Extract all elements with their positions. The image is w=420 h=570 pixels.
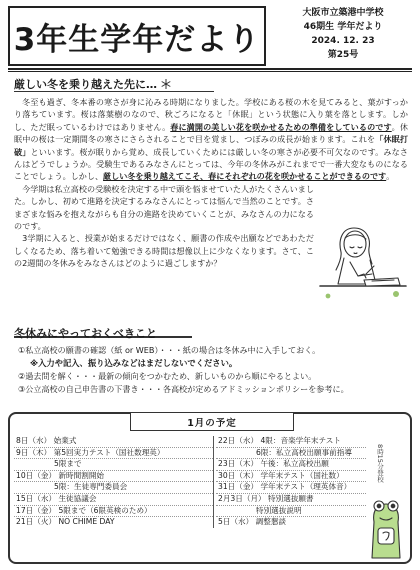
schedule-row [216, 494, 366, 506]
schedule-event: 第5回実力テスト（国社数理英） [51, 447, 165, 457]
schedule-event: 調整懇談 [253, 517, 287, 527]
body-text: 3学期に入ると、授業が始まるだけではなく、願書の作成や出願などであわただしくなるため、落ち着いて勉強できる時間は想像以上に少なくなります。さて、この2週間の冬休みをみなさんはどのように過ごしますか？ [14, 233, 314, 269]
cohort-label: 46期生 学年だより [303, 22, 383, 32]
section1-paragraph [14, 96, 408, 183]
section2-heading [14, 322, 192, 338]
header-rule-thin [8, 71, 412, 72]
body-text: といいます。桜が眠りから覚め、成長していくためには厳しい冬の寒さが必要不可欠なのです。みなさんはどうでしょうか。受験生であるみなさんにとっては、今年の冬休みがこれまでで一番大変なものになることでしょう。しかし、 [14, 146, 408, 182]
schedule-row [14, 506, 213, 518]
schedule-date: 2月3日（月） [218, 493, 266, 503]
schedule-date: 9日（木） [16, 447, 52, 457]
section1-paragraph [14, 232, 314, 269]
newsletter-header [8, 6, 412, 70]
studying-girl-icon [314, 214, 410, 310]
body-text: 。 [386, 171, 395, 182]
body-text: 今学期は私立高校の受験校を決定する中で頭を悩ませていた人がたくさんいました。しかし、初めて進路を決定するみなさんにとっては悩んで当然のことです。さまざまな悩みを抱えながらも自分の進路を決めていくことが、みなさんの力になるのです。 [14, 183, 314, 232]
list-item: ③公立高校の自己申告書の下書き・・・各高校が定めるアドミッションポリシーを参考に。 [18, 384, 349, 394]
schedule-row [216, 459, 366, 471]
list-item: ②過去問を解く・・・最新の傾向をつかむため、新しいものから順にやるとよい。 [18, 371, 317, 381]
schedule-date: 23日（木） [218, 459, 259, 469]
schedule-row [216, 482, 366, 494]
schedule-date: 31日（金） [218, 482, 259, 492]
schedule-date: 17日（金） [16, 505, 57, 515]
schedule-row [14, 517, 213, 528]
schedule-row [14, 448, 213, 460]
schedule-event: 特別選抜願書 [265, 493, 314, 503]
schedule-sub-event: 6限：私立高校出願事前指導 [216, 448, 366, 460]
list-item: ①私立高校の願書の確認（紙 or WEB）・・・紙の場合は冬休み中に入手しておく。 [18, 345, 321, 355]
frog-icon [366, 470, 406, 560]
schedule-column-left [14, 436, 214, 528]
todo-list [18, 344, 410, 396]
arrival-time-label: 8時15分登校 [376, 444, 384, 483]
title-box [8, 6, 266, 66]
schedule-event: 生徒協議会 [56, 493, 97, 503]
emphasis-text: 春に満開の美しい花を咲かせるための準備をしているのです [170, 121, 392, 132]
schedule-row [216, 471, 366, 483]
schedule-date: 21日（火） [16, 517, 57, 527]
schedule-column-right [216, 436, 366, 528]
schedule-row [216, 517, 366, 528]
schedule-event: 学年末テスト（国社数） [258, 470, 344, 480]
section2-title: 冬休みにやっておくべきこと [14, 327, 157, 340]
section1-paragraph [14, 183, 314, 233]
list-item-note: ※入力や記入、振り込みなどはまだしないでください。 [30, 358, 238, 368]
school-name: 大阪市立築港中学校 [302, 8, 384, 18]
schedule-date: 22日（水） [218, 436, 259, 445]
schedule-row [14, 471, 213, 483]
section1-title: 厳しい冬を乗り越えた先に… [14, 77, 157, 91]
schedule-title: 1月の予定 [130, 413, 294, 431]
schedule-sub-event: 5限：生徒専門委員会 [14, 482, 213, 494]
schedule-sub-event: 5限まで [14, 459, 213, 471]
section1-heading [14, 76, 214, 92]
schedule-event: 午後：私立高校出願 [258, 459, 329, 469]
schedule-date: 30日（木） [218, 470, 259, 480]
body-text: 冬至も過ぎ、冬本番の寒さが身に沁みる時期になりました。学校にある桜の木を見てみると、葉がすっかり落ちています。桜は落葉樹のなので、秋ごろになると「休眠」という状態に入り葉を落とします。しかし、ただ眠っているわけではありません。 [14, 97, 408, 132]
schedule-date: 15日（水） [16, 493, 57, 503]
schedule-date: 10日（金） [16, 470, 57, 480]
schedule-row [216, 436, 366, 448]
body-text: 。休眠中の桜は一定期間冬の寒さにさらされることで目を覚まし、つぼみの成長が始まります。これを [14, 121, 408, 145]
issue-date: 2024. 12. 23 [311, 36, 375, 46]
schedule-date: 5日（水） [218, 517, 254, 527]
schedule-row [14, 436, 213, 448]
newsletter-title: 3年生学年だより [13, 21, 261, 58]
header-rule [8, 68, 412, 70]
issue-number: 第25号 [327, 50, 359, 60]
bold-text: 「休眠打破」 [14, 134, 408, 157]
schedule-event: NO CHIME DAY [56, 517, 115, 527]
snowflake-icon [160, 78, 172, 90]
schedule-event: 5限まで（6限英検のため） [56, 505, 152, 515]
schedule-event: 始業式 [51, 436, 77, 445]
emphasis-text: 厳しい冬を乗り越えてこそ、春にそれぞれの花を咲かせることができるのです [103, 171, 387, 182]
schedule-event: 4限：音楽学年末テスト [258, 436, 341, 445]
schedule-event: 学年末テスト（理英体音） [258, 482, 352, 492]
schedule-row [14, 494, 213, 506]
schedule-sub-event: 特別選抜説明 [216, 506, 366, 518]
issue-info [274, 6, 412, 66]
schedule-event: 新時間割開始 [56, 470, 105, 480]
schedule-date: 8日（水） [16, 436, 52, 445]
schedule-box [8, 412, 412, 564]
